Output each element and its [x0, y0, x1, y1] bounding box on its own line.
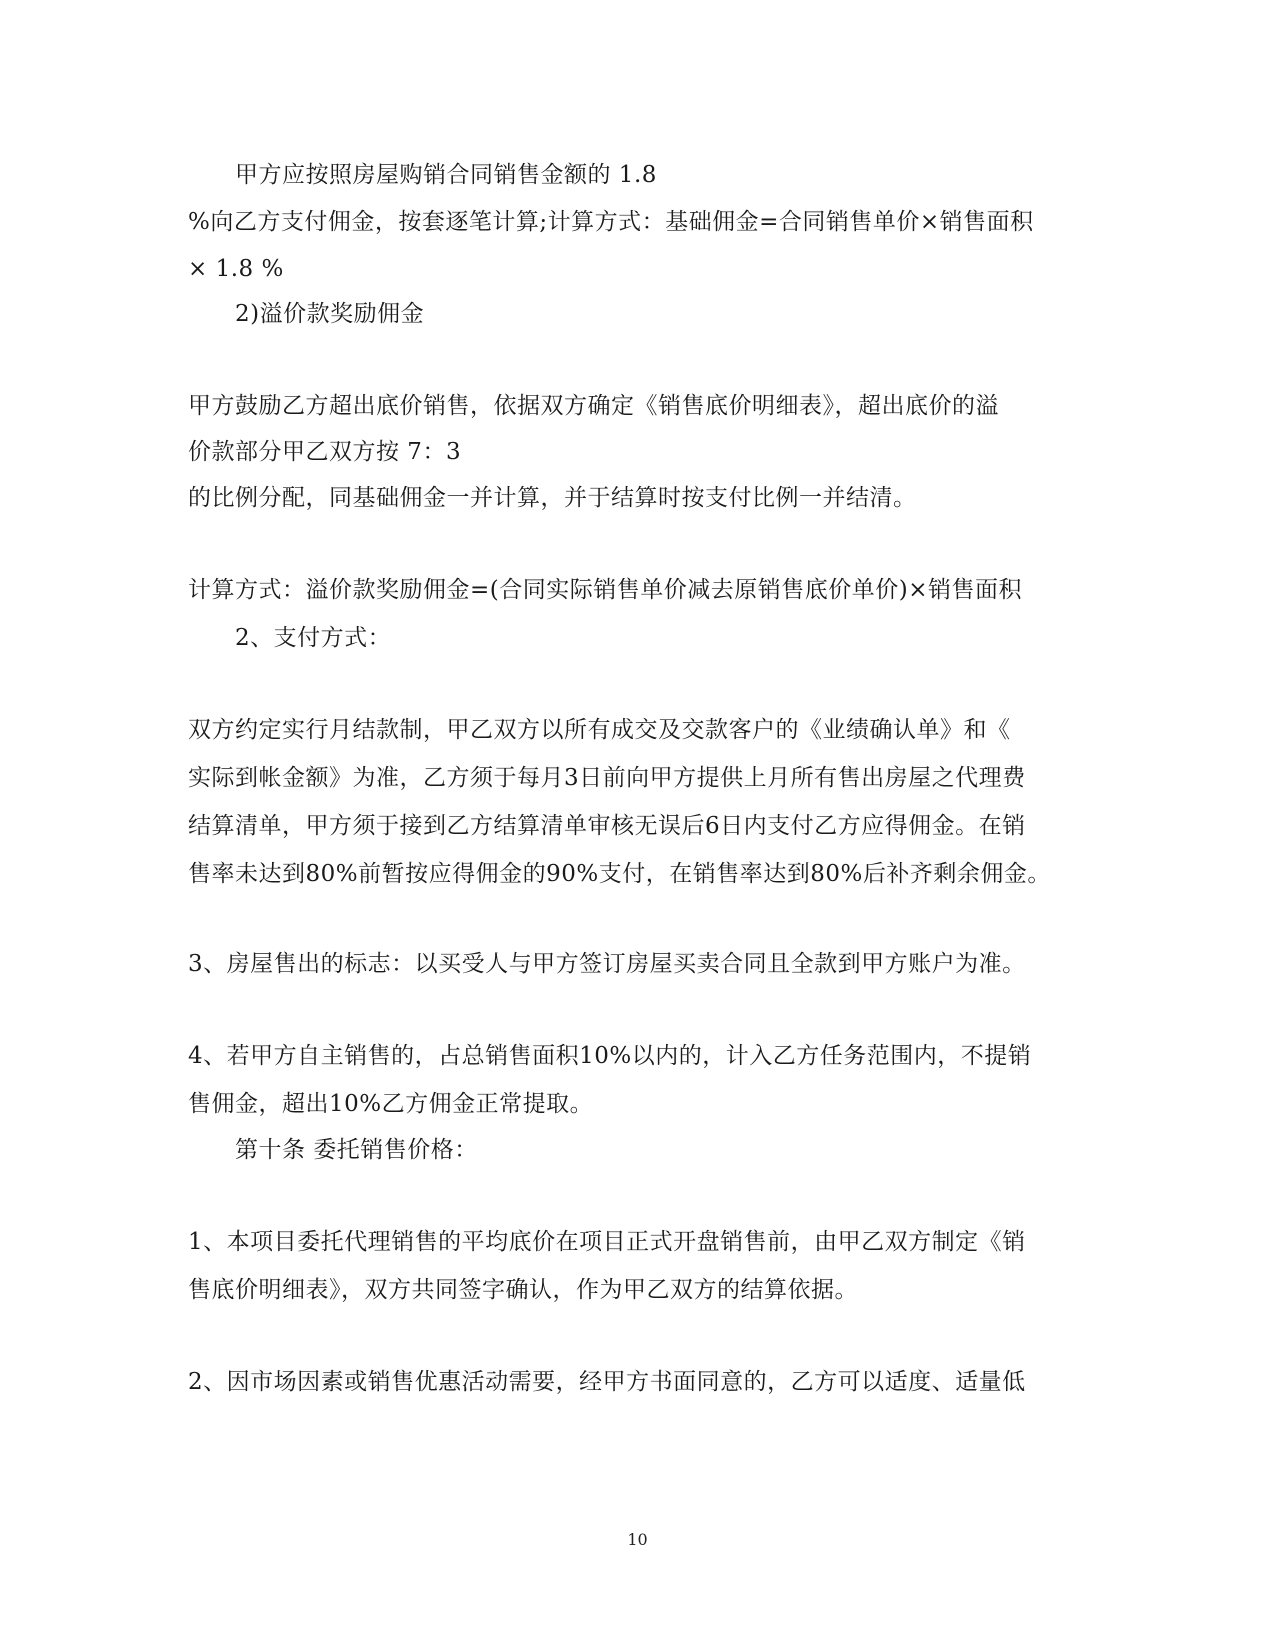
paragraph-line: × 1.8 % [188, 256, 284, 282]
paragraph-line: 实际到帐金额》为准，乙方须于每月3日前向甲方提供上月所有售出房屋之代理费 [188, 765, 1026, 791]
paragraph-line: 售底价明细表》，双方共同签字确认，作为甲乙双方的结算依据。 [188, 1277, 858, 1303]
paragraph-line: 价款部分甲乙双方按 7：3 [188, 439, 462, 465]
paragraph-line: 售佣金，超出10%乙方佣金正常提取。 [188, 1091, 594, 1117]
paragraph-line: 甲方鼓励乙方超出底价销售，依据双方确定《销售底价明细表》，超出底价的溢 [188, 393, 999, 419]
paragraph-line: %向乙方支付佣金，按套逐笔计算;计算方式：基础佣金=合同销售单价×销售面积 [188, 209, 1034, 235]
paragraph-line: 1、本项目委托代理销售的平均底价在项目正式开盘销售前，由甲乙双方制定《销 [188, 1229, 1026, 1255]
paragraph-line: 甲方应按照房屋购销合同销售金额的 1.8 [235, 162, 657, 188]
paragraph-line: 计算方式：溢价款奖励佣金=(合同实际销售单价减去原销售底价单价)×销售面积 [188, 577, 1022, 603]
paragraph-line: 双方约定实行月结款制，甲乙双方以所有成交及交款客户的《业绩确认单》和《 [188, 717, 1011, 743]
page-number: 10 [627, 1530, 648, 1549]
section-heading: 2)溢价款奖励佣金 [235, 301, 425, 327]
section-heading: 第十条 委托销售价格： [235, 1137, 478, 1163]
paragraph-line: 4、若甲方自主销售的，占总销售面积10%以内的，计入乙方任务范围内，不提销 [188, 1043, 1032, 1069]
paragraph-line: 售率未达到80%前暂按应得佣金的90%支付，在销售率达到80%后补齐剩余佣金。 [188, 861, 1051, 887]
paragraph-line: 结算清单，甲方须于接到乙方结算清单审核无误后6日内支付乙方应得佣金。在销 [188, 813, 1026, 839]
section-heading: 2、支付方式： [235, 625, 392, 651]
paragraph-line: 的比例分配，同基础佣金一并计算，并于结算时按支付比例一并结清。 [188, 485, 917, 511]
paragraph-line: 3、房屋售出的标志：以买受人与甲方签订房屋买卖合同且全款到甲方账户为准。 [188, 951, 1026, 977]
paragraph-line: 2、因市场因素或销售优惠活动需要，经甲方书面同意的，乙方可以适度、适量低 [188, 1369, 1026, 1395]
